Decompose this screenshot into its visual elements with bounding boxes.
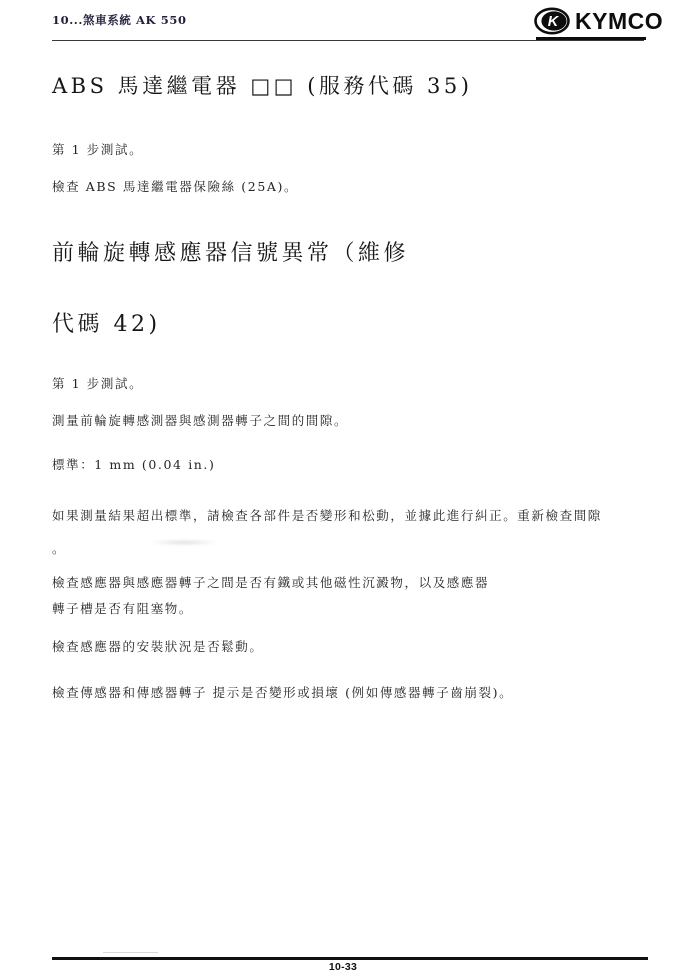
breadcrumb: 10...煞車系統 AK 550 — [52, 13, 187, 27]
kymco-logo-icon — [534, 7, 572, 35]
section-title-front-wheel-line2: 代碼 42) — [52, 312, 161, 337]
svg-text:K: K — [547, 14, 559, 30]
paragraph-measure-gap: 測量前輪旋轉感測器與感測器轉子之間的間隙。 — [52, 413, 349, 428]
kymco-logo — [534, 7, 663, 35]
scan-line-artifact — [103, 952, 158, 953]
kymco-logo-text: KYMCO — [575, 7, 664, 34]
paragraph-check-mounting: 檢查感應器的安裝狀況是否鬆動。 — [52, 639, 264, 654]
paragraph-check-deposits — [52, 570, 489, 622]
section-title-abs-relay: ABS 馬達繼電器 □□ (服務代碼 35) — [52, 74, 473, 98]
paragraph-out-of-standard — [52, 499, 602, 565]
paragraph-check-deposits-line1: 檢查感應器與感應器轉子之間是否有鐵或其他磁性沉澱物，以及感應器 — [52, 575, 490, 590]
header-divider — [52, 40, 644, 41]
footer-divider — [52, 957, 648, 960]
paragraph-out-of-standard-line2: 。 — [52, 541, 67, 556]
paragraph-standard-value: 標準：1 mm (0.04 in.) — [52, 457, 216, 472]
paragraph-check-damage: 檢查傳感器和傳感器轉子 提示是否變形或損壞 (例如傳感器轉子齒崩裂)。 — [52, 685, 514, 700]
paragraph-check-deposits-line2: 轉子槽是否有阻塞物。 — [52, 601, 194, 616]
paragraph-step-test-2: 第 1 步測試。 — [52, 376, 144, 391]
scan-smudge-artifact — [148, 539, 220, 546]
paragraph-check-fuse: 檢查 ABS 馬達繼電器保險絲 (25A)。 — [52, 179, 299, 194]
paragraph-out-of-standard-line1: 如果測量結果超出標準，請檢查各部件是否變形和松動，並據此進行糾正。重新檢查間隙 — [52, 508, 602, 523]
paragraph-step-test-1: 第 1 步測試。 — [52, 142, 144, 157]
page-number: 10-33 — [328, 961, 358, 973]
section-title-front-wheel-line1: 前輪旋轉感應器信號異常（維修 — [52, 241, 410, 266]
